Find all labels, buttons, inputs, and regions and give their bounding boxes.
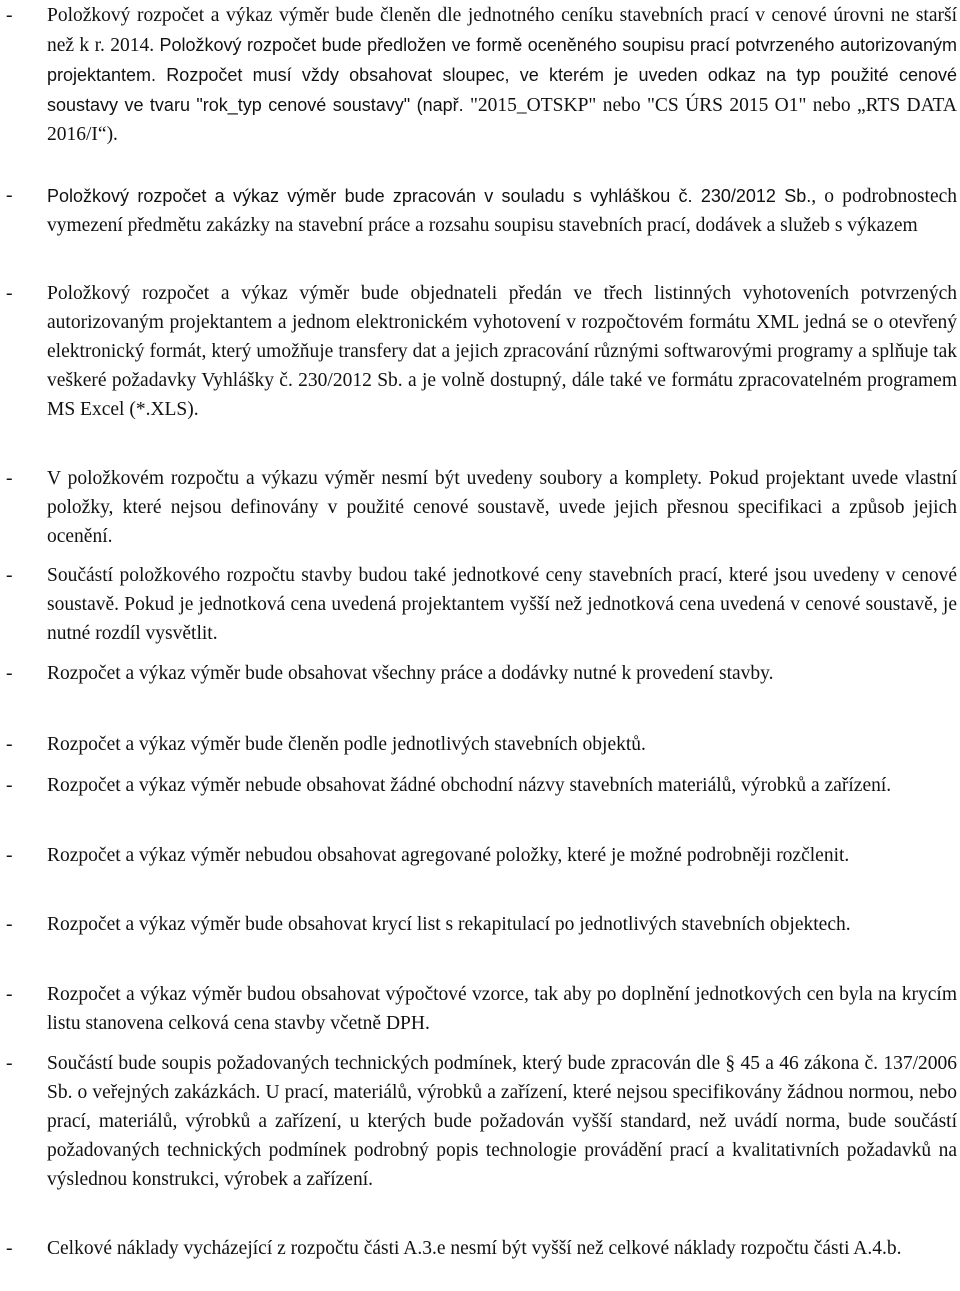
list-bullet: -	[6, 914, 13, 935]
list-item-text	[47, 562, 957, 649]
list-bullet: -	[6, 1238, 13, 1259]
list-bullet: -	[6, 775, 13, 796]
text-segment: Rozpočet a výkaz výměr nebude obsahovat žádné obchodní názvy stavebních materiálů, výrobků a zařízení.	[47, 775, 892, 796]
list-bullet: -	[6, 565, 13, 586]
list-bullet: -	[6, 663, 13, 684]
list-item-text	[47, 465, 957, 552]
text-segment: Položkový rozpočet bude předložen ve formě oceněného soupisu prací potvrzeného autorizovaným projektantem. Rozpočet musí vždy obsahovat sloupec, ve kterém je uveden odkaz na typ použité cenové soustavy ve tvaru "rok_typ cenové soustavy" (např.	[47, 34, 957, 115]
list-bullet: -	[6, 283, 13, 304]
list-item-text	[47, 2, 957, 150]
text-segment: Celkové náklady vycházející z rozpočtu části A.3.e nesmí být vyšší než celkové náklady rozpočtu části A.4.b.	[47, 1238, 902, 1259]
list-item-text	[47, 660, 957, 689]
text-segment: V položkovém rozpočtu a výkazu výměr nesmí být uvedeny soubory a komplety. Pokud projektant uvede vlastní položky, které nejsou definovány v použité cenové soustavě, uvede jejich přesnou specifikaci a způsob jejich ocenění.	[47, 468, 957, 547]
list-bullet: -	[6, 734, 13, 755]
text-segment: Rozpočet a výkaz výměr bude obsahovat krycí list s rekapitulací po jednotlivých stavebních objektech.	[47, 914, 851, 935]
text-segment: Položkový rozpočet a výkaz výměr bude zpracován v souladu s vyhláškou č. 230/2012 Sb.	[47, 186, 812, 206]
text-segment: , o podrobnostech vymezení předmětu zakázky na stavební práce a rozsahu soupisu stavebních prací, dodávek a služeb s výkazem	[47, 186, 958, 236]
text-segment: Součástí položkového rozpočtu stavby budou také jednotkové ceny stavebních prací, které jsou uvedeny v cenové soustavě. Pokud je jednotková cena uvedená projektantem vyšší než jednotková cena uvedená v cenové soustavě, je nutné rozdíl vysvětlit.	[47, 565, 957, 644]
list-item-text	[47, 772, 957, 801]
list-item-text	[47, 280, 957, 425]
list-item-text	[47, 1050, 957, 1195]
list-bullet: -	[6, 5, 13, 26]
text-segment: Rozpočet a výkaz výměr nebudou obsahovat agregované položky, které je možné podrobněji rozčlenit.	[47, 845, 850, 866]
text-segment: Rozpočet a výkaz výměr bude obsahovat všechny práce a dodávky nutné k provedení stavby.	[47, 663, 774, 684]
list-bullet: -	[6, 984, 13, 1005]
list-item-text	[47, 731, 957, 760]
list-item-text	[47, 182, 957, 241]
list-bullet: -	[6, 845, 13, 866]
list-bullet: -	[6, 185, 13, 206]
list-item-text	[47, 1235, 957, 1264]
text-segment: Rozpočet a výkaz výměr budou obsahovat výpočtové vzorce, tak aby po doplnění jednotkových cen byla na krycím listu stanovena celková cena stavby včetně DPH.	[47, 984, 957, 1034]
text-segment: Položkový rozpočet a výkaz výměr bude objednateli předán ve třech listinných vyhotoveních potvrzených autorizovaným projektantem a jednom elektronickém vyhotovení v rozpočtovém formátu XML jedná se o otevřený elektronický formát, který umožňuje transfery dat a jejich zpracování různými softwarovými programy a splňuje tak veškeré požadavky Vyhlášky č. 230/2012 Sb. a je volně dostupný, dále také ve formátu zpracovatelném programem MS Excel (*.XLS).	[47, 283, 957, 420]
text-segment: Součástí bude soupis požadovaných technických podmínek, který bude zpracován dle § 45 a 46 zákona č. 137/2006 Sb. o veřejných zakázkách. U prací, materiálů, výrobků a zařízení, které nejsou specifikovány žádnou normou, nebo prací, materiálů, výrobků a zařízení, u kterých bude požadován vyšší standard, než uvádí norma, bude součástí požadovaných technických podmínek podrobný popis technologie provádění prací a kvalitativních požadavků na výslednou konstrukci, výrobek a zařízení.	[47, 1053, 957, 1190]
text-segment: Položkový rozpočet a výkaz výměr bude členěn dle jednotného ceníku stavebních prací v cenové úrovni ne starší než k r. 2014.	[47, 5, 957, 56]
text-segment: "2015_OTSKP" nebo "CS ÚRS 2015 O1" nebo „RTS DATA 2016/I“).	[47, 94, 957, 145]
list-bullet: -	[6, 1053, 13, 1074]
text-segment: Rozpočet a výkaz výměr bude členěn podle jednotlivých stavebních objektů.	[47, 734, 646, 755]
list-item-text	[47, 842, 957, 871]
list-item-text	[47, 981, 957, 1039]
list-bullet: -	[6, 468, 13, 489]
list-item-text	[47, 911, 957, 940]
